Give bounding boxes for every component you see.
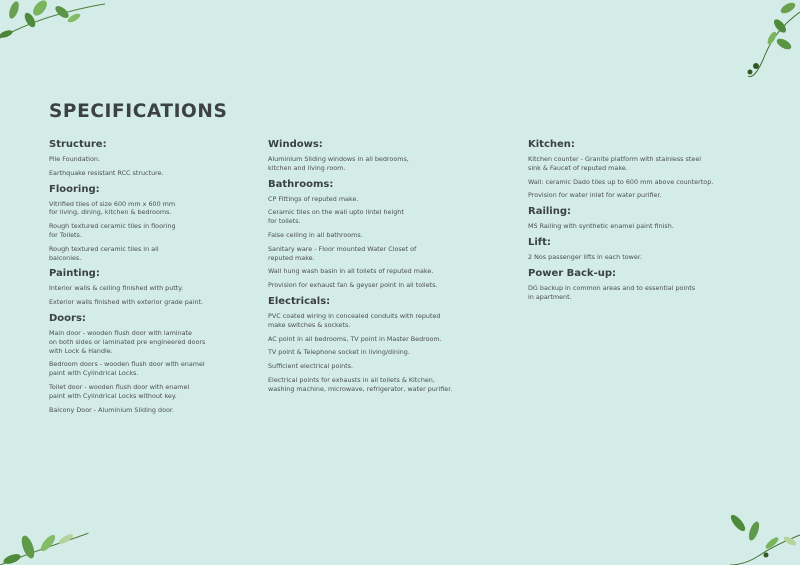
spec-column-1 (49, 138, 249, 419)
spec-item: Aluminium Sliding windows in all bedrooms, kitchen and living room. (268, 155, 409, 172)
spec-item: Ceramic tiles on the wall upto lintel height for toilets. (268, 208, 404, 226)
spec-item: Toilet door - wooden flush door with enamel paint with Cylindrical Locks without key. (49, 382, 190, 400)
section-heading: Railing: (528, 206, 572, 218)
section-heading: Windows: (268, 139, 323, 150)
spec-item: PVC coated wiring in concealed conduits with reputed make switches & sockets. (268, 311, 441, 329)
leaf-branch-bottom-right-icon (720, 505, 800, 565)
spec-item: Vitrified tiles of size 600 mm x 600 mm for living, dining, kitchen & bedrooms. (49, 199, 176, 217)
section-structure (49, 138, 249, 178)
spec-item: CP Fittings of reputed make. (268, 194, 359, 203)
section-power-backup (528, 267, 758, 302)
section-bathrooms (268, 178, 508, 290)
spec-item: Provision for water inlet for water purifier. (528, 191, 662, 200)
spec-item: Exterior walls finished with exterior grade paint. (49, 298, 204, 307)
leaf-branch-bottom-left-icon (0, 515, 90, 565)
section-heading: Flooring: (49, 183, 100, 195)
spec-item: Pile Foundation. (49, 155, 100, 163)
section-lift (528, 236, 758, 262)
spec-item: Balcony Door - Aluminium Sliding door. (49, 405, 174, 414)
spec-item: Sanitary ware - Floor mounted Water Closet of reputed make. (268, 244, 417, 262)
leaf-branch-top-right-icon (720, 0, 800, 80)
spec-column-3 (528, 138, 758, 306)
section-kitchen (528, 138, 758, 200)
section-doors (49, 312, 249, 414)
section-heading: Bathrooms: (268, 178, 334, 190)
spec-column-2 (268, 138, 508, 399)
spec-item: Wall hung wash basin in all toilets of reputed make. (268, 267, 434, 276)
section-heading: Doors: (49, 312, 86, 324)
spec-item: False ceiling in all bathrooms. (268, 230, 363, 239)
spec-item: TV point & Telephone socket in living/dining. (268, 348, 410, 357)
spec-item: Rough textured ceramic tiles in flooring for Toilets. (49, 222, 176, 239)
section-heading: Electricals: (268, 295, 331, 307)
section-electricals (268, 295, 508, 394)
spec-item: Provision for exhaust fan & geyser point in all toilets. (268, 281, 438, 290)
spec-item: Kitchen counter - Granite platform with stainless steel sink & Faucet of reputed make. (528, 155, 702, 172)
section-heading: Lift: (528, 236, 551, 248)
section-painting (49, 267, 249, 307)
section-railing (528, 205, 758, 231)
spec-item: Main door - wooden flush door with laminate on both sides or laminated pre engineered doors with Lock & Handle. (49, 328, 206, 355)
section-heading: Painting: (49, 268, 100, 280)
spec-item: Rough textured ceramic tiles in all balconies. (49, 244, 159, 262)
spec-item: Sufficient electrical points. (268, 362, 354, 371)
spec-item: Earthquake resistant RCC structure. (49, 168, 164, 177)
spec-item: 2 Nos passenger lifts in each tower. (528, 252, 642, 261)
section-heading: Power Back-up: (528, 267, 617, 279)
section-windows (268, 138, 508, 173)
page-title: SPECIFICATIONS (49, 101, 228, 122)
section-heading: Kitchen: (528, 139, 575, 150)
spec-item: Electrical points for exhausts in all toilets & Kitchen, washing machine, microwave, refrigerator, water purifier. (268, 375, 453, 393)
leaf-branch-top-left-icon (0, 0, 110, 50)
spec-item: Bedroom doors - wooden flush door with enamel paint with Cylindrical Locks. (49, 360, 205, 378)
spec-item: Interior walls & ceiling finished with putty. (49, 284, 184, 293)
spec-item: MS Railing with synthetic enamel paint finish. (528, 222, 674, 231)
section-heading: Structure: (49, 139, 107, 150)
section-flooring (49, 183, 249, 263)
spec-item: Wall: ceramic Dado tiles up to 600 mm above countertop. (528, 177, 714, 186)
spec-item: DG backup in common areas and to essential points in apartment. (528, 283, 696, 301)
spec-item: AC point in all bedrooms, TV point in Master Bedroom. (268, 334, 442, 343)
